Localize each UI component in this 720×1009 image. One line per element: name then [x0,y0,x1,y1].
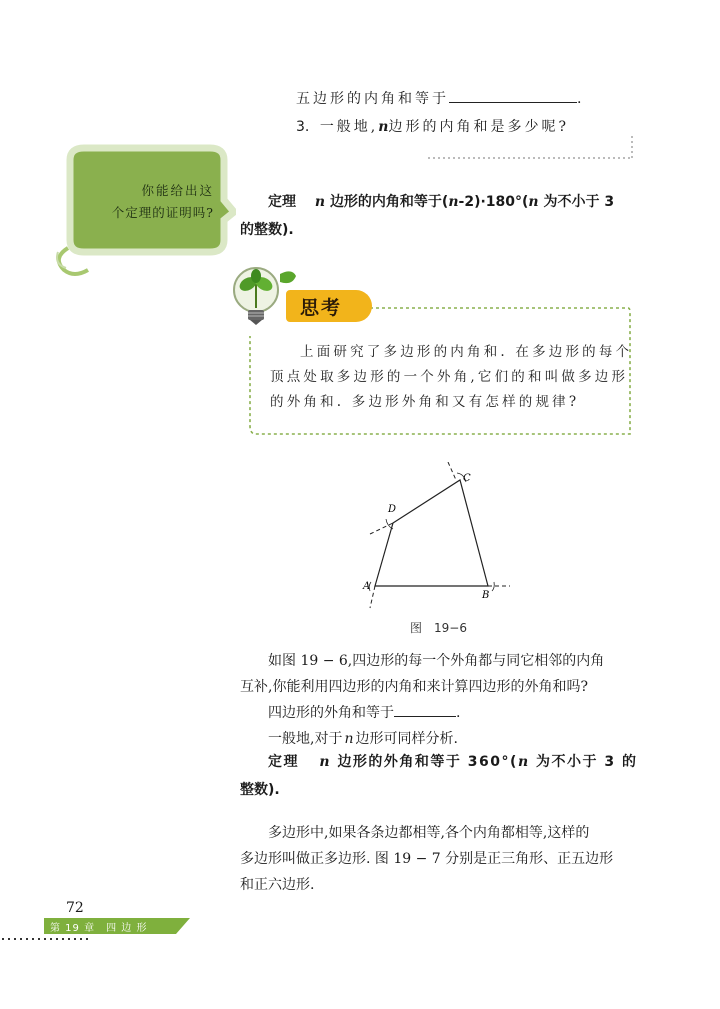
answer-dotted-box [420,136,640,162]
theorem-interior-angles [240,188,640,244]
bubble-text [82,180,214,224]
exercise-text-2: 边形的内角和是多少呢? [388,119,569,135]
variable-n: n [344,731,354,747]
vertex-label-a: A [363,581,371,592]
quadrilateral-figure [360,462,520,612]
variable-n: n [378,119,389,135]
theorem-label: 定理 [268,194,296,210]
answer-blank[interactable] [449,88,577,103]
variable-n: n [517,754,530,770]
theorem2-line-2: 整数). [240,782,280,798]
para2-line-3: 和正六边形. [240,877,315,893]
para2-line-1: 多边形中,如果各条边都相等,各个内角都相等,这样的 [268,825,590,841]
para1-line-1: 如图 19 − 6,四边形的每一个外角都与同它相邻的内角 [268,653,605,669]
theorem2-label: 定理 [268,754,299,770]
para2-line-2: 多边形叫做正多边形. 图 19 − 7 分别是正三角形、正五边形 [240,851,614,867]
period: . [456,705,461,721]
answer-blank[interactable] [394,702,456,717]
exercise-line-n-gon [296,116,569,136]
vertex-label-d: D [388,504,397,515]
bubble-line-1: 你能给出这 [141,183,214,198]
think-paragraph [270,340,633,415]
period: . [577,91,582,107]
para1-line-4-text-2: 边形可同样分析. [355,731,458,747]
extension-line-da [370,586,375,608]
exercise-text: 五边形的内角和等于 [296,91,449,107]
variable-n: n [528,194,539,210]
paragraph-regular-polygons [240,820,640,898]
vertex-label-b: B [482,590,490,601]
variable-n: n [319,754,332,770]
paragraph-exterior-angles [240,648,640,752]
para1-line-2: 互补,你能利用四边形的内角和来计算四边形的外角和吗? [240,679,588,695]
para1-line-3-text: 四边形的外角和等于 [268,705,394,721]
variable-n: n [448,194,459,210]
theorem-text: -2)·180°( [458,194,529,210]
exercise-number: 3. [296,119,310,135]
think-line-1: 上面研究了多边形的内角和. 在多边形的每个 [300,344,633,360]
theorem-line-2: 的整数). [240,222,294,238]
bubble-line-2: 个定理的证明吗? [111,205,214,220]
theorem-line-1 [240,188,640,216]
think-line-3: 的外角和. 多边形外角和又有怎样的规律? [270,394,580,410]
think-title: 思考 [300,297,343,319]
think-line-2: 顶点处取多边形的一个外角,它们的和叫做多边形 [270,369,629,385]
para1-line-4-text: 一般地,对于 [268,731,343,747]
para1-line-3 [240,700,640,726]
theorem2-text: 边形的外角和等于 360°( [337,754,518,770]
extension-line-cd [370,523,393,534]
extension-line-bc [448,462,456,480]
exercise-line-pentagon [296,88,581,108]
theorem-exterior-angles [240,748,640,804]
theorem2-line-1 [240,748,640,776]
vertex-label-c: C [463,473,471,484]
theorem-text: 为不小于 3 [543,194,615,210]
figure-caption: 图 19−6 [410,621,467,635]
theorem-text: 边形的内角和等于( [329,194,449,210]
page-number: 72 [66,900,84,916]
footer-dotted-line [0,936,92,942]
angle-arc-b [492,582,494,591]
quadrilateral-abcd [375,480,488,586]
variable-n: n [314,194,326,210]
exercise-text: 一般地, [319,119,379,135]
theorem2-text-2: 为不小于 3 的 [536,754,638,770]
chapter-label: 第 19 章 四 边 形 [50,923,148,934]
